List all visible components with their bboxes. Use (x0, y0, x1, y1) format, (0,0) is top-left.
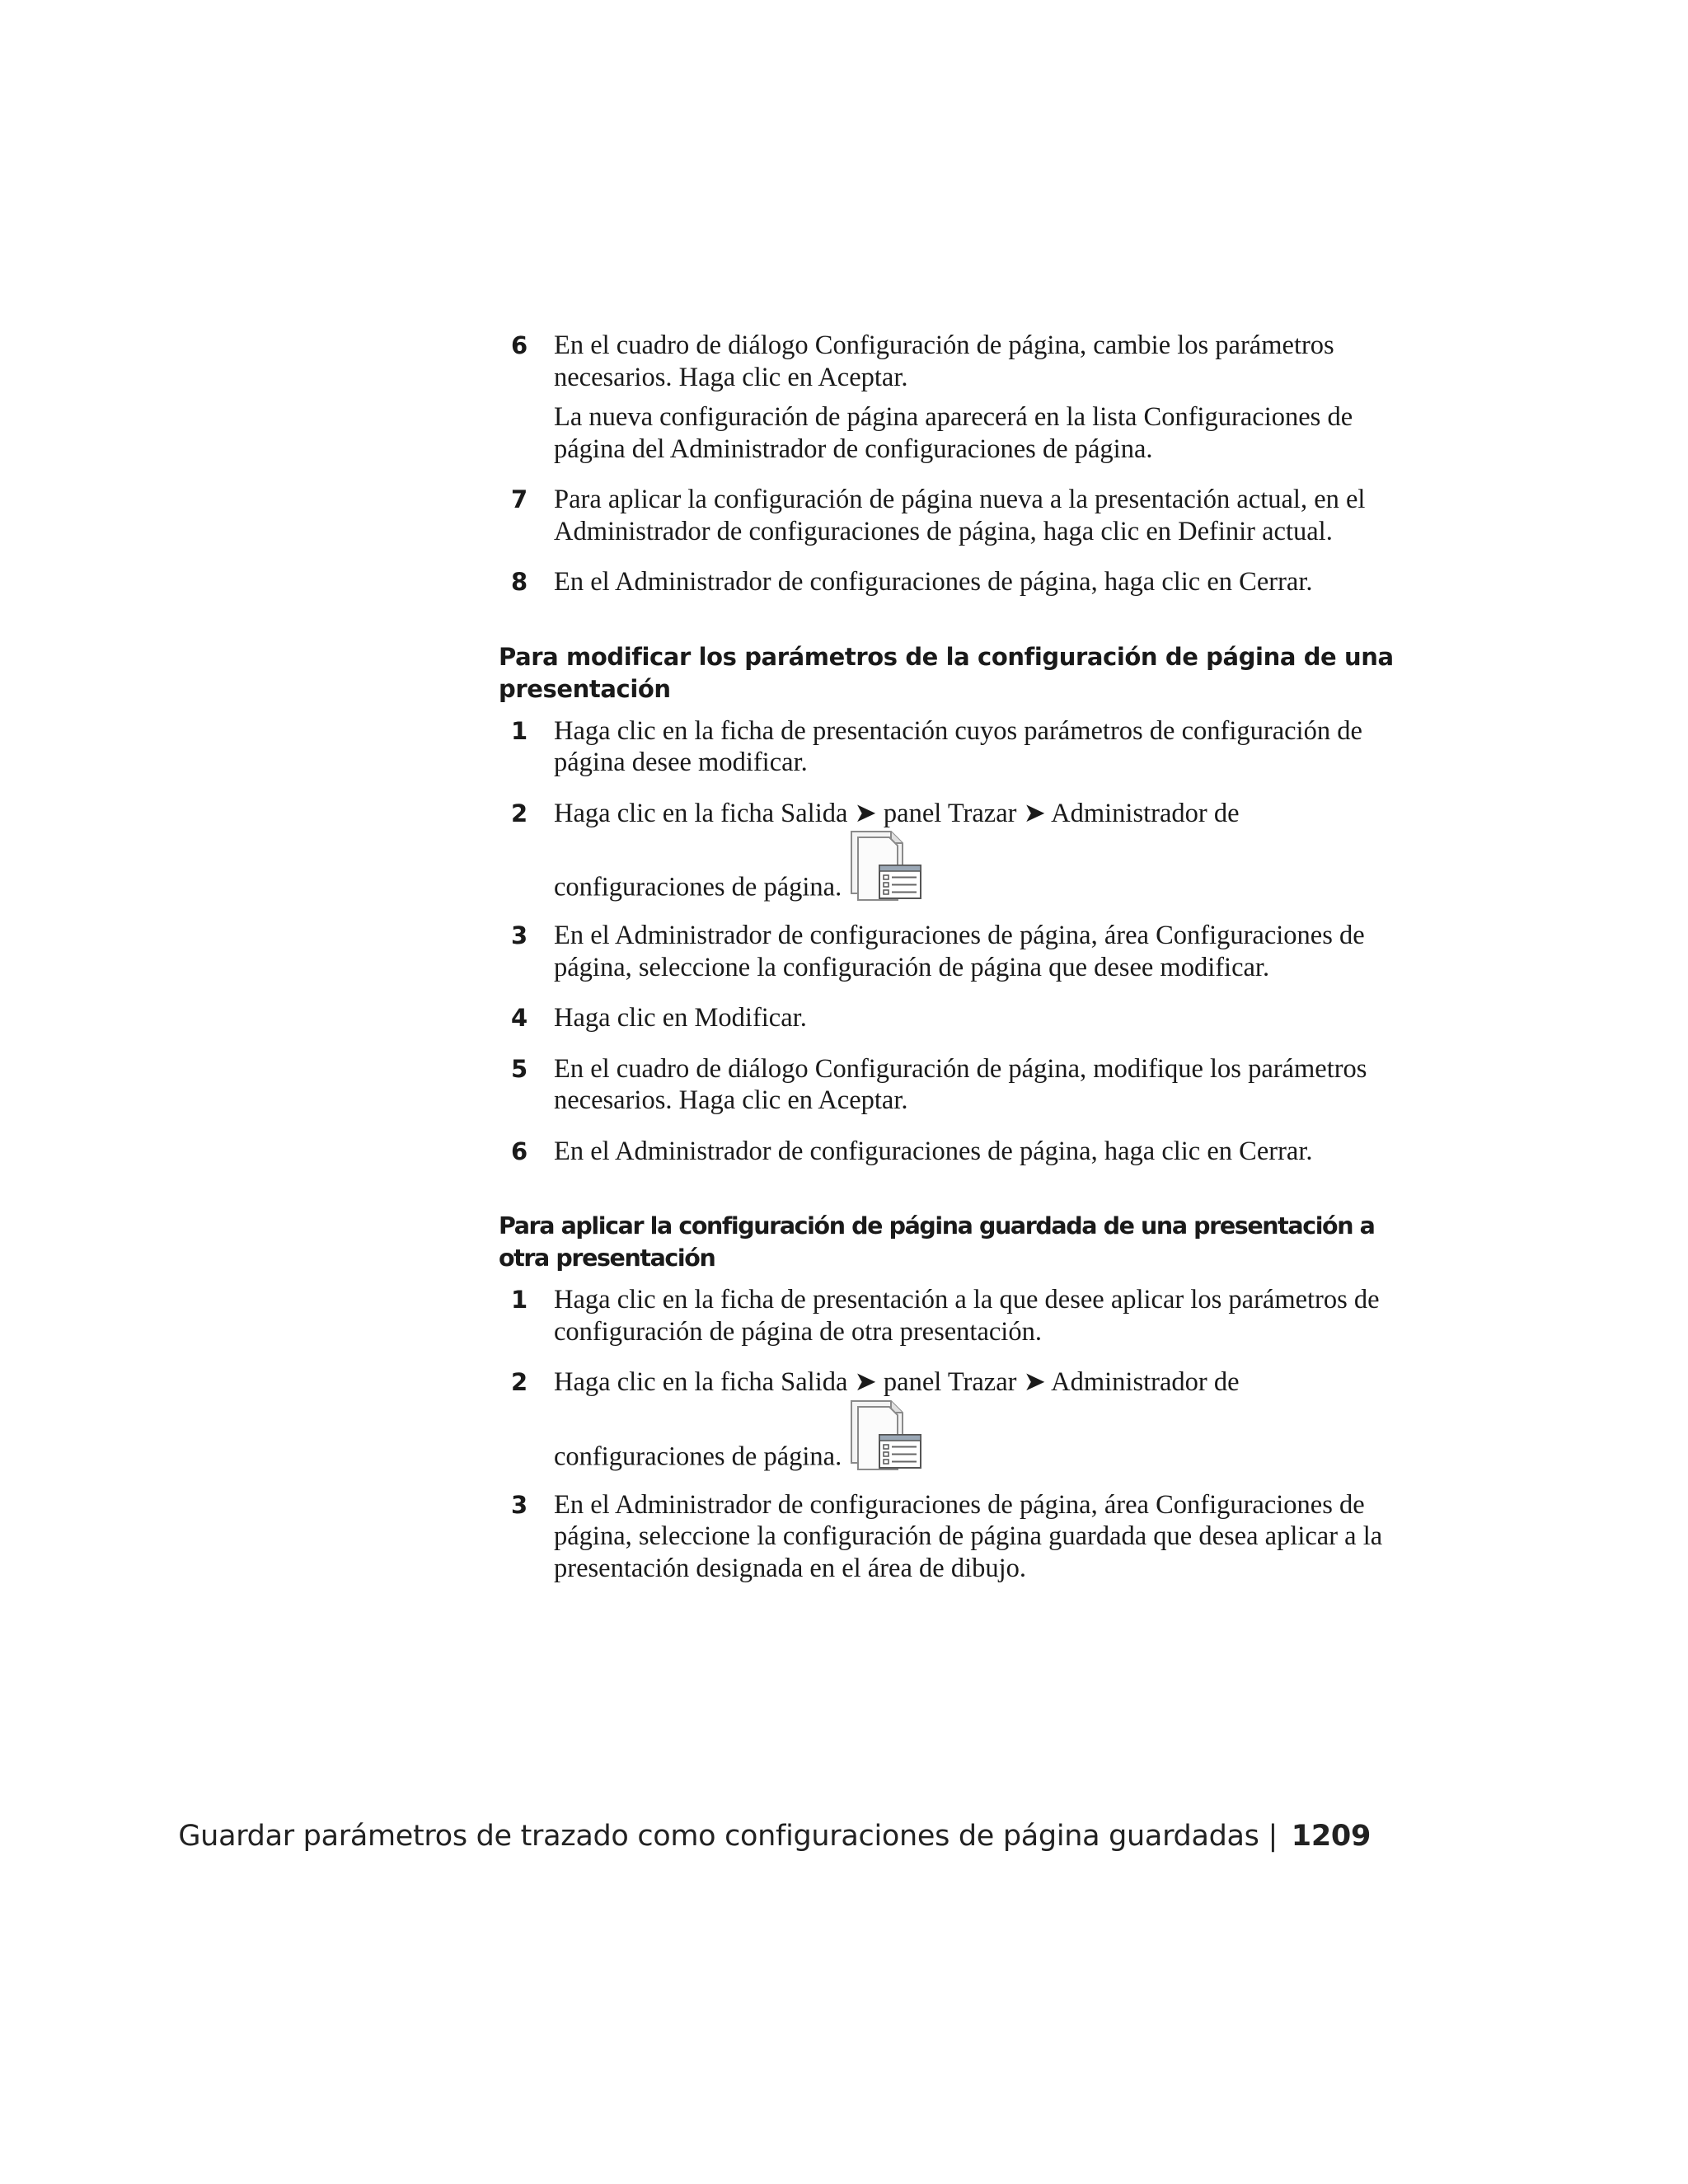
list-item (499, 1136, 1405, 1168)
step-number: 1 (511, 1286, 528, 1314)
step-text: Haga clic en la ficha de presentación a la que desee aplicar los parámetros de configuración de página de otra presentación. (554, 1285, 1380, 1347)
list-item (499, 330, 1405, 465)
step-number: 2 (511, 1368, 528, 1396)
page-setup-manager-icon (848, 829, 924, 903)
step-number: 6 (511, 1137, 528, 1165)
section-heading: Para aplicar la configuración de página guardada de una presentación a otra presentación (499, 1212, 1375, 1272)
page-footer (178, 1820, 1371, 1853)
step-number: 8 (511, 568, 528, 596)
step-text: Haga clic en Modificar. (554, 1003, 807, 1033)
step-text: En el cuadro de diálogo Configuración de página, cambie los parámetros necesarios. Haga clic en Aceptar. (554, 330, 1334, 392)
step-number: 3 (511, 921, 528, 949)
page-setup-manager-icon (848, 1399, 924, 1473)
step-text: En el Administrador de configuraciones de página, haga clic en Cerrar. (554, 1136, 1313, 1166)
step-text: En el Administrador de configuraciones de página, haga clic en Cerrar. (554, 567, 1313, 597)
list-item (499, 798, 1405, 904)
list-item (499, 1284, 1405, 1347)
step-number: 2 (511, 799, 528, 827)
step-number: 6 (511, 331, 528, 359)
list-item (499, 484, 1405, 547)
step-text: Para aplicar la configuración de página nueva a la presentación actual, en el Administrador de configuraciones de página, haga clic en Definir actual. (554, 485, 1366, 546)
list-item (499, 1002, 1405, 1034)
step-text: configuraciones de página. (554, 872, 842, 902)
step-text: configuraciones de página. (554, 1441, 842, 1471)
step-text: En el Administrador de configuraciones de página, área Configuraciones de página, seleccione la configuración de página que desee modificar. (554, 921, 1365, 982)
footer-title: Guardar parámetros de trazado como configuraciones de página guardadas (178, 1820, 1259, 1853)
step-text: Haga clic en la ficha Salida ➤ panel Trazar ➤ Administrador de (554, 798, 1240, 828)
list-item (499, 1366, 1405, 1473)
footer-separator: | (1268, 1820, 1278, 1853)
step-text: Haga clic en la ficha de presentación cuyos parámetros de configuración de página desee modificar. (554, 715, 1362, 777)
list-item (499, 566, 1405, 598)
section-heading: Para modificar los parámetros de la configuración de página de una presentación (499, 642, 1394, 703)
step-number: 4 (511, 1004, 528, 1032)
step-text: En el Administrador de configuraciones de página, área Configuraciones de página, seleccione la configuración de página guardada que desea aplicar a la presentación designada en el área de dibujo. (554, 1489, 1383, 1583)
step-text: En el cuadro de diálogo Configuración de página, modifique los parámetros necesarios. Haga clic en Aceptar. (554, 1053, 1367, 1115)
step-number: 5 (511, 1054, 528, 1083)
step-text: Haga clic en la ficha Salida ➤ panel Trazar ➤ Administrador de (554, 1367, 1240, 1397)
step-number: 1 (511, 716, 528, 745)
step-number: 3 (511, 1490, 528, 1519)
page-content (499, 330, 1405, 1584)
step-note: La nueva configuración de página aparecerá en la lista Configuraciones de página del Administrador de configuraciones de página. (554, 402, 1353, 464)
page-number: 1209 (1291, 1820, 1371, 1853)
step-number: 7 (511, 485, 528, 513)
list-item (499, 715, 1405, 779)
list-item (499, 920, 1405, 983)
list-item (499, 1489, 1405, 1585)
list-item (499, 1053, 1405, 1117)
